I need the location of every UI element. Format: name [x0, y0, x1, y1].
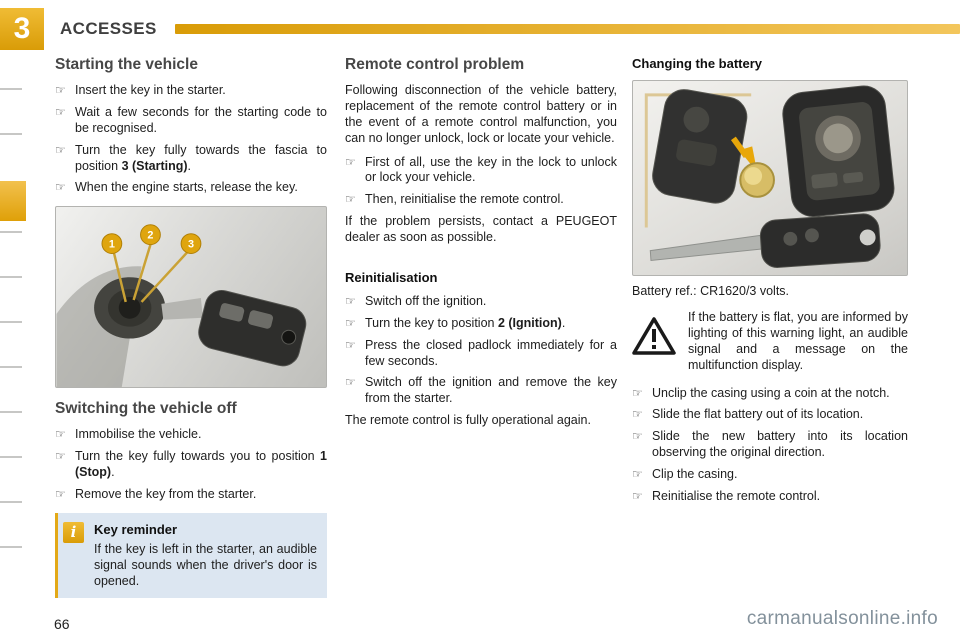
- pointer-hand-icon: ☞: [345, 192, 356, 207]
- pointer-hand-icon: ☞: [632, 467, 643, 481]
- list-item: [55, 180, 327, 196]
- bullet-text: Insert the key in the starter.: [75, 83, 226, 97]
- position-marker-1-label: 1: [108, 238, 115, 251]
- current-chapter-tab: [0, 181, 26, 221]
- key-fob-front: [650, 86, 750, 206]
- key-blade: [161, 298, 203, 320]
- section-title-switching-off: Switching the vehicle off: [55, 400, 237, 418]
- chapter-title: ACCESSES: [60, 19, 157, 38]
- bullet-text: When the engine starts, release the key.: [75, 180, 298, 195]
- position-marker-3-label: 3: [187, 238, 195, 251]
- pointer-hand-icon: ☞: [632, 407, 643, 422]
- pointer-hand-icon: ☞: [632, 488, 643, 503]
- page-header: [0, 8, 960, 50]
- pointer-hand-icon: ☞: [345, 293, 356, 308]
- page-number: 66: [54, 616, 70, 632]
- column-remote-control: [345, 56, 617, 437]
- chapter-tick: [0, 133, 22, 135]
- list-item: [345, 338, 617, 370]
- pointer-hand-icon: ☞: [345, 375, 356, 390]
- key-fob: [195, 287, 309, 369]
- bullet-text: Slide the flat battery out of its location.: [652, 407, 864, 422]
- bullet-text: Switch off the ignition.: [365, 293, 487, 308]
- chapter-tick: [0, 501, 22, 503]
- chapter-tick: [0, 411, 22, 413]
- pointer-hand-icon: ☞: [55, 449, 66, 464]
- key-reminder-title: Key reminder: [94, 521, 178, 537]
- chapter-tick: [0, 546, 22, 548]
- remote-intro-paragraph: Following disconnection of the vehicle battery, replacement of the remote control battery or in the event of a remote control malfunction, you can no longer unlock, lock or locate your vehicle.: [345, 83, 617, 145]
- bullet-text: Immobilise the vehicle.: [75, 427, 202, 442]
- bullet-text: Clip the casing.: [652, 467, 738, 481]
- bullet-text: Then, reinitialise the remote control.: [365, 192, 564, 207]
- bullet-text: Remove the key from the starter.: [75, 486, 257, 501]
- header-gold-band: [175, 24, 960, 34]
- battery-reference-caption: Battery ref.: CR1620/3 volts.: [632, 284, 790, 298]
- keyhole: [119, 297, 141, 319]
- battery-warning-text: If the battery is flat, you are informed by lighting of this warning light, an audible signal and a message on the multifunction display.: [688, 310, 908, 372]
- key-blade: [650, 235, 768, 261]
- bullet-text: Press the closed padlock immediately for a few seconds.: [365, 337, 617, 368]
- bullet-text: Wait a few seconds for the starting code to be recognised.: [75, 104, 327, 135]
- pointer-hand-icon: ☞: [55, 427, 66, 442]
- chapter-tick: [0, 456, 22, 458]
- chapter-tick: [0, 321, 22, 323]
- bullet-text: Reinitialise the remote control.: [652, 488, 821, 503]
- list-item: [345, 294, 617, 310]
- list-item: [632, 386, 908, 402]
- bullet-text: Slide the new battery into its location observing the original direction.: [652, 429, 908, 460]
- key-reminder-body: If the key is left in the starter, an audible signal sounds when the driver's door is opened.: [94, 541, 317, 588]
- battery-figure-graphic: [633, 81, 907, 275]
- pointer-hand-icon: ☞: [345, 154, 356, 169]
- bullet-text: Turn the key fully towards you to position 1 (Stop).: [75, 449, 327, 479]
- position-marker-2-label: 2: [147, 229, 154, 242]
- battery-warning-block: [632, 310, 908, 374]
- list-item: [632, 407, 908, 423]
- ignition-figure-graphic: [56, 207, 326, 387]
- bullet-text: Turn the key fully towards the fascia to position 3 (Starting).: [75, 142, 327, 173]
- watermark: carmanualsonline.info: [746, 608, 938, 629]
- pointer-hand-icon: ☞: [632, 429, 643, 444]
- list-item: [345, 192, 617, 208]
- list-item: [632, 429, 908, 461]
- pointer-hand-icon: ☞: [345, 315, 356, 330]
- list-item: [55, 105, 327, 137]
- pointer-hand-icon: ☞: [55, 486, 66, 501]
- key-fob-back: [781, 84, 896, 219]
- chapter-tick: [0, 366, 22, 368]
- chapter-number-badge: 3: [0, 8, 44, 50]
- folded-key: [649, 213, 881, 275]
- list-item: [345, 155, 617, 187]
- pointer-hand-icon: ☞: [55, 180, 66, 195]
- ignition-key-positions-image: [55, 206, 327, 388]
- section-title-remote-problem: Remote control problem: [345, 56, 525, 73]
- section-title-starting: Starting the vehicle: [55, 56, 198, 73]
- section-title-changing-battery: Changing the battery: [632, 56, 763, 71]
- chapter-tick: [0, 88, 22, 90]
- chapter-index-strip: [0, 60, 32, 640]
- remote-persist-paragraph: If the problem persists, contact a PEUGEOT dealer as soon as possible.: [345, 214, 617, 244]
- list-item: [55, 487, 327, 503]
- pointer-hand-icon: ☞: [632, 385, 643, 400]
- bullet-text: Unclip the casing using a coin at the notch.: [652, 385, 890, 400]
- column-starting: [55, 56, 327, 598]
- warning-triangle-icon: [632, 310, 678, 374]
- column-battery: [632, 56, 908, 511]
- list-item: [632, 489, 908, 505]
- pointer-hand-icon: ☞: [55, 104, 66, 119]
- spacer: [345, 254, 617, 270]
- bullet-text: Turn the key to position 2 (Ignition).: [365, 315, 566, 330]
- bullet-text: First of all, use the key in the lock to unlock or lock your vehicle.: [365, 154, 617, 185]
- list-item: [55, 83, 327, 99]
- list-item: [345, 316, 617, 332]
- chapter-tick: [0, 276, 22, 278]
- pointer-hand-icon: ☞: [345, 337, 356, 352]
- list-item: [345, 375, 617, 407]
- section-title-reinitialisation: Reinitialisation: [345, 269, 438, 285]
- chapter-tick: [0, 231, 22, 233]
- key-reminder-box: [55, 513, 327, 599]
- list-item: [55, 143, 327, 175]
- list-item: [55, 427, 327, 443]
- battery-change-image: [632, 80, 908, 276]
- list-item: [55, 449, 327, 481]
- list-item: [632, 467, 908, 483]
- reinit-result-paragraph: The remote control is fully operational again.: [345, 413, 591, 428]
- bullet-text: Switch off the ignition and remove the key from the starter.: [365, 375, 617, 406]
- info-icon: i: [63, 522, 84, 543]
- pointer-hand-icon: ☞: [55, 142, 66, 157]
- pointer-hand-icon: ☞: [55, 83, 66, 97]
